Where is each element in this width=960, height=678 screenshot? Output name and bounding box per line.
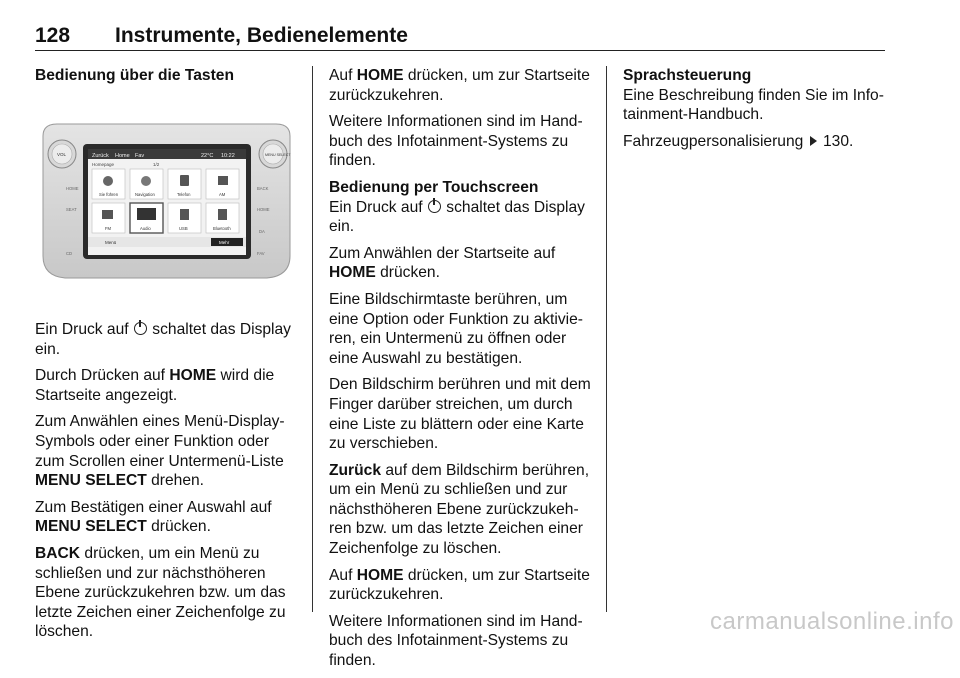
screen-nav-fav: Fav	[135, 153, 145, 159]
power-icon	[134, 322, 147, 335]
paragraph	[35, 498, 297, 537]
right-button-3: DA	[259, 229, 265, 234]
left-button-1: HOME	[66, 186, 79, 191]
button-term: MENU SELECT	[35, 472, 147, 490]
screen-page-indicator: 1/2	[153, 162, 160, 167]
text: Zum Anwählen der Startseite auf	[329, 244, 556, 262]
screen-temperature: 22°C	[201, 153, 214, 159]
button-term: HOME	[356, 566, 404, 584]
page-number: 128	[35, 24, 71, 47]
button-term: BACK	[35, 544, 81, 562]
tile-label-6: Audio	[140, 226, 151, 231]
tile-label-7: USB	[179, 226, 188, 231]
text: drücken, um zur Startseite zurückzukehren.	[329, 67, 590, 104]
column-divider	[312, 66, 313, 612]
button-term: Zurück	[329, 461, 381, 479]
text: Zum Bestätigen einer Auswahl auf	[35, 498, 272, 516]
screen-menu-label: Menü	[105, 240, 117, 245]
page-reference-arrow-icon	[810, 136, 817, 146]
text: drücken.	[380, 264, 440, 282]
paragraph: Eine Bildschirmtaste berühren, um eine Option oder Funktion zu aktivie-ren, ein Untermenü zu öffnen oder eine Auswahl zu bestätigen.	[329, 290, 583, 367]
column-left	[35, 66, 297, 86]
page-reference: 130.	[823, 132, 854, 150]
menu-select-knob-label: MENU SELECT	[265, 153, 291, 157]
tile-label-2: Navigation	[135, 192, 155, 197]
page-header	[35, 24, 885, 51]
text: schaltet das Display ein.	[35, 321, 291, 358]
text: drücken, um ein Menü zu schließen und zur nächsthöheren Ebene zurückzukehren bzw. um das letzte Zeichen einer Zeichenfolge zu löschen.	[35, 544, 286, 641]
text: auf dem Bildschirm berühren, um ein Menü zu schließen und zur nächsthöheren Ebene zurückzukeh-ren bzw. um das letzte Zeichen einer Zeichenfolge zu löschen.	[329, 461, 590, 558]
tile-label-1: Sie führen	[99, 192, 119, 197]
paragraph	[35, 544, 297, 642]
power-icon	[428, 200, 441, 213]
text: drücken, um zur Startseite zurückzukehren.	[329, 566, 590, 604]
section-heading-buttons: Bedienung über die Tasten	[35, 67, 234, 84]
watermark: carmanualsonline.info	[710, 608, 954, 635]
section-heading-voice: Sprachsteuerung	[623, 67, 752, 84]
tile-label-3: Telefon	[177, 192, 191, 197]
tile-label-4: AM	[219, 192, 226, 197]
screen-nav-back: Zurück	[92, 153, 109, 159]
paragraph	[329, 66, 591, 105]
button-term: HOME	[356, 67, 404, 84]
paragraph	[329, 244, 591, 283]
paragraph	[329, 198, 591, 237]
tile-label-8: Bluetooth	[213, 226, 231, 231]
screen-time: 10:22	[221, 153, 235, 159]
screen-more-label: Mehr	[219, 240, 230, 245]
paragraph	[35, 366, 297, 405]
text: Auf	[329, 566, 353, 584]
paragraph	[35, 320, 297, 359]
text: wird die Startseite angezeigt.	[35, 367, 275, 404]
left-button-4: CD	[66, 251, 73, 256]
left-button-2: SEAT	[66, 207, 77, 212]
section-heading-touchscreen: Bedienung per Touchscreen	[329, 178, 539, 196]
button-term: HOME	[169, 367, 217, 385]
text: Zum Anwählen eines Menü-Display-Symbols oder einer Funktion oder zum Scrollen einer Untermenü-Liste	[35, 413, 285, 470]
paragraph: Weitere Informationen sind im Hand-buch des Infotainment-Systems zu finden.	[329, 612, 583, 670]
tile-label-5: FM	[105, 226, 112, 231]
text: Auf	[329, 67, 353, 84]
screen-homepage-label: Homepage	[92, 162, 115, 167]
paragraph	[35, 412, 297, 490]
text: Ein Druck auf	[329, 198, 423, 216]
paragraph: Eine Beschreibung finden Sie im Info-tainment-Handbuch.	[623, 86, 884, 124]
text: schaltet das Display ein.	[329, 198, 585, 236]
right-button-4: FAV	[257, 251, 265, 256]
button-term: HOME	[329, 264, 376, 282]
text: Fahrzeugpersonalisierung	[623, 132, 804, 150]
paragraph: Weitere Informationen sind im Hand-buch des Infotainment-Systems zu finden.	[329, 113, 583, 170]
button-term: MENU SELECT	[35, 518, 147, 536]
screen-nav-home: Home	[115, 153, 130, 159]
cross-reference[interactable]	[623, 132, 889, 152]
text: drücken.	[151, 518, 211, 536]
column-divider	[606, 66, 607, 612]
text: Durch Drücken auf	[35, 367, 166, 385]
infotainment-photo	[35, 96, 298, 307]
vol-knob-label: VOL	[57, 152, 67, 157]
paragraph	[329, 461, 591, 559]
column-right	[623, 66, 889, 158]
text: Ein Druck auf	[35, 321, 129, 338]
paragraph: Den Bildschirm berühren und mit dem Finger darüber streichen, um durch eine Liste zu blättern oder eine Karte zu verschieben.	[329, 376, 591, 453]
text: drehen.	[151, 472, 204, 490]
right-button-1: BACK	[257, 186, 269, 191]
column-middle	[329, 66, 591, 678]
paragraph	[329, 566, 591, 605]
right-button-2: HOME	[257, 207, 270, 212]
chapter-title: Instrumente, Bedienelemente	[115, 24, 408, 47]
column-left-text	[35, 320, 297, 649]
